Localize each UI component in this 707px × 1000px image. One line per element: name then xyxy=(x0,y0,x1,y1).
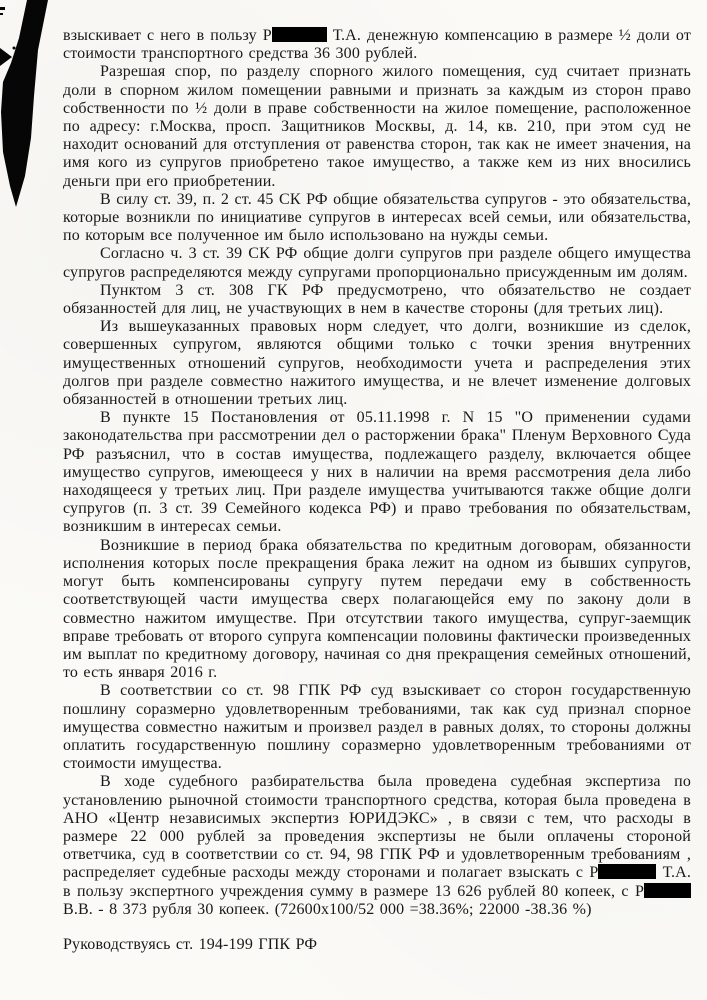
scan-artifact-blob xyxy=(0,0,62,222)
redaction-box xyxy=(272,27,327,42)
paragraph: Разрешая спор, по разделу спорного жилого помещения, суд считает признать доли в спорном жилом помещении равными и признать за каждым из сторон право собственности по ½ доли в праве собственности на жилое помещение, расположенное по адресу: г.Москва, просп. Защитников Москвы, д. 14, кв. 210, при этом суд не находит оснований для отступления от равенства сторон, так как не имеет значения, на имя кого из супругов приобретено такое имущество, а также кем из них вносились деньги при его приобретении. xyxy=(63,63,691,190)
closing-line: Руководствуясь ст. 194-199 ГПК РФ xyxy=(63,935,318,953)
paragraph: Пунктом 3 ст. 308 ГК РФ предусмотрено, что обязательство не создает обязанностей для лиц, не участвующих в нем в качестве стороны (для третьих лиц). xyxy=(63,281,691,318)
redaction-box xyxy=(598,864,656,879)
paragraph: В силу ст. 39, п. 2 ст. 45 СК РФ общие обязательства супругов - это обязательства, которые возникли по инициативе супругов в интересах всей семьи, или обязательства, по которым все полученное им было использовано на нужды семьи. xyxy=(63,190,691,245)
paragraph: Возникшие в период брака обязательства по кредитным договорам, обязанности исполнения которых после прекращения брака лежит на одном из бывших супругов, могут быть компенсированы супругу путем передачи ему в собственность соответствующей части имущества сверх полагающейся ему по закону доли в совместно нажитом имуществе. При отсутствии такого имущества, супруг-заемщик вправе требовать от второго супруга компенсации половины фактически произведенных им выплат по кредитному договору, начиная со дня прекращения семейных отношений, то есть января 2016 г. xyxy=(63,536,691,682)
paragraph: Согласно ч. 3 ст. 39 СК РФ общие долги супругов при разделе общего имущества супругов распределяются между супругами пропорционально присужденным им долям. xyxy=(63,245,691,281)
redaction-box xyxy=(644,883,691,898)
document-body xyxy=(63,27,691,954)
paragraph: Из вышеуказанных правовых норм следует, что долги, возникшие из сделок, совершенных супругом, являются общими только с точки зрения внутренних имущественных отношений супругов, необходимости учета и распределения этих долгов при разделе совместно нажитого имущества, и не влечет изменение долговых обязанностей в отношении третьих лиц. xyxy=(63,318,691,409)
paragraph: взыскивает с него в пользу Р Т.А. денежную компенсацию в размере ½ доли от стоимости транспортного средства 36 300 рублей. xyxy=(63,27,691,63)
paragraph: В ходе судебного разбирательства была проведена судебная экспертиза по установлению рыночной стоимости транспортного средства, которая была проведена в АНО «Центр независимых экспертиз ЮРИДЭКС» , в связи с тем, что расходы в размере 22 000 рублей за проведения экспертизы не были оплачены стороной ответчика, суд в соответствии со ст. 94, 98 ГПК РФ и удовлетворенным требованиям , распределяет судебные расходы между сторонами и полагает взыскать с Р Т.А. в пользу экспертного учреждения сумму в размере 13 626 рублей 80 копеек, с Р В.В. - 8 373 рубля 30 копеек. (72600х100/52 000 =38.36%; 22000 -38.36 %) xyxy=(63,773,691,918)
paragraph: В соответствии со ст. 98 ГПК РФ суд взыскивает со сторон государственную пошлину соразмерно удовлетворенным требованиями, так как суд признал спорное имущества совместно нажитым и произвел раздел в равных долях, то стороны должны оплатить государственную пошлину соразмерно удовлетворенным требованиями от стоимости имущества. xyxy=(63,682,691,773)
paragraph: В пункте 15 Постановления от 05.11.1998 г. N 15 "О применении судами законодательства при рассмотрении дел о расторжении брака" Пленум Верховного Суда РФ разъяснил, что в состав имущества, подлежащего разделу, включается общее имущество супругов, имеющееся у них в наличии на время рассмотрения дела либо находящееся у третьих лиц. При разделе имущества учитываются также общие долги супругов (п. 3 ст. 39 Семейного кодекса РФ) и право требования по обязательствам, возникшим в интересах семьи. xyxy=(63,409,691,536)
scan-artifact-arrow xyxy=(0,48,12,66)
